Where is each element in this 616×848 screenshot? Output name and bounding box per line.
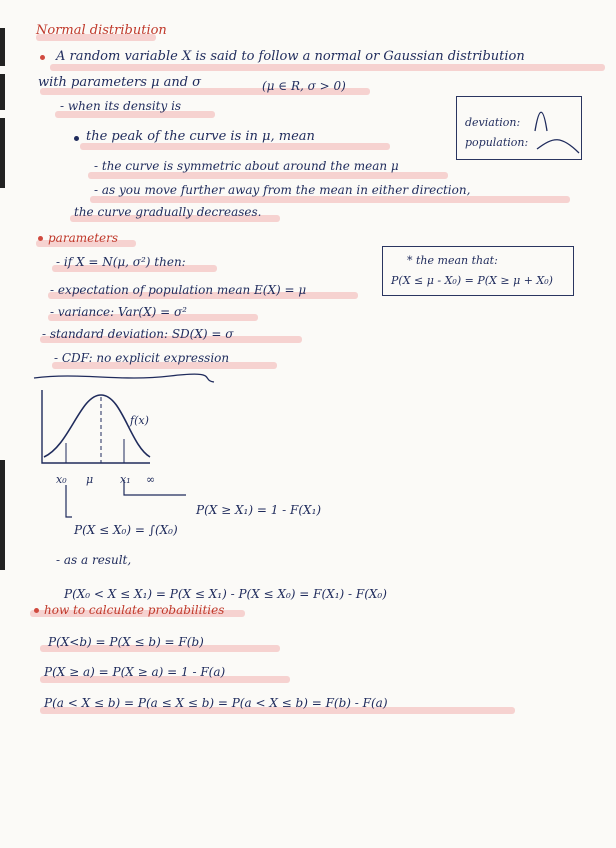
parameters-expectation: - expectation of population mean E(X) = μ [50,283,307,297]
result-label: - as a result, [56,553,132,567]
density-line: - when its density is [60,99,182,113]
howto-formula-3: P(a < X ≤ b) = P(a ≤ X ≤ b) = P(a < X ≤ b) = F(b) - F(a) [44,696,388,710]
x1-label: x₁ [120,473,131,486]
binding-edge [0,74,5,110]
symmetry-line: - the curve is symmetric about around the mean μ [94,159,399,173]
parameters-heading: parameters [48,231,119,245]
infinity-label: ∞ [146,473,156,486]
highlight [50,64,605,71]
mean-box-line-2: P(X ≤ μ - X₀) = P(X ≥ μ + X₀) [391,274,553,287]
parameter-condition: (μ ∈ R, σ > 0) [262,79,346,93]
left-arrow [66,485,72,517]
fx-label: f(x) [130,414,149,427]
mu-label: μ [86,473,94,486]
bullet [40,55,45,60]
highlight [90,196,570,203]
bullet [74,136,79,141]
mean-box [382,246,574,296]
page-title: Normal distribution [36,23,167,38]
peak-line: the peak of the curve is in μ, mean [86,129,315,144]
parameters-sd: - standard deviation: SD(X) = σ [42,327,234,341]
howto-formula-2: P(X ≥ a) = P(X ≥ a) = 1 - F(a) [44,665,226,679]
highlight [88,172,448,179]
intro-line-1: A random variable X is said to follow a normal or Gaussian distribution [56,49,525,64]
intro-line-2: with parameters μ and σ [38,75,202,90]
bullet [38,236,43,241]
left-tail-formula: P(X ≤ X₀) = ∫(X₀) [74,523,178,537]
highlight [80,143,390,150]
howto-heading: how to calculate probabilities [44,603,225,617]
population-label: population: [465,136,529,149]
further-line-1: - as you move further away from the mean in either direction, [94,183,471,197]
right-tail-formula: P(X ≥ X₁) = 1 - F(X₁) [196,503,322,517]
binding-edge [0,118,5,188]
further-line-2: the curve gradually decreases. [74,205,262,219]
parameters-variance: - variance: Var(X) = σ² [50,305,187,319]
mean-box-line-1: * the mean that: [407,254,498,267]
parameters-if: - if X = N(μ, σ²) then: [56,255,186,269]
bullet [34,608,39,613]
parameters-cdf: - CDF: no explicit expression [54,351,230,365]
x0-label: x₀ [56,473,67,486]
binding-edge [0,28,5,66]
sketch-box [456,96,582,160]
howto-formula-1: P(X<b) = P(X ≤ b) = F(b) [48,635,204,649]
result-formula: P(X₀ < X ≤ X₁) = P(X ≤ X₁) - P(X ≤ X₀) = F(X₁) - F(X₀) [64,587,387,601]
deviation-label: deviation: [465,116,521,129]
sketch-curves [457,97,581,159]
